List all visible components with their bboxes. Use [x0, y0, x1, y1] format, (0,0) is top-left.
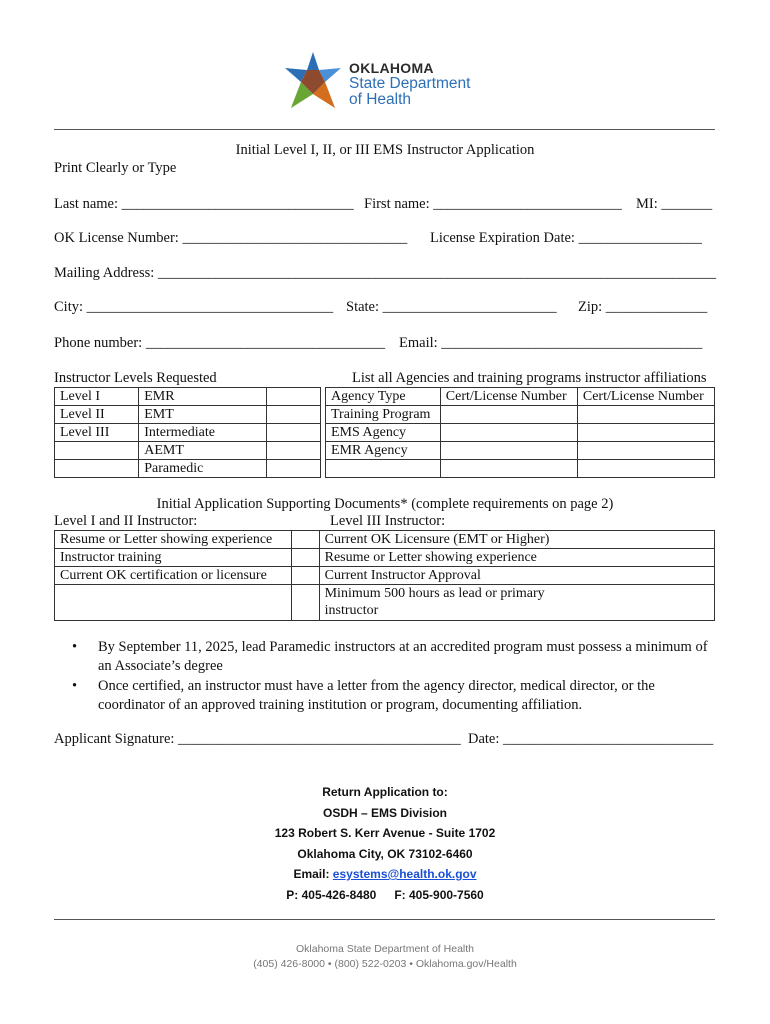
license-number-field[interactable]: OK License Number: _______________________________	[54, 230, 408, 246]
cert-number-cell[interactable]	[577, 406, 714, 424]
levels-heading: Instructor Levels Requested	[54, 370, 217, 386]
level-cell	[55, 460, 139, 478]
level3-doc-cell: Current OK Licensure (EMT or Higher)	[319, 531, 714, 549]
bullet-icon: •	[72, 678, 78, 694]
cert-cell: AEMT	[139, 442, 267, 460]
check-cell[interactable]	[292, 567, 319, 585]
city-field[interactable]: City: __________________________________	[54, 299, 334, 315]
check-cell[interactable]	[266, 388, 320, 406]
logo-line-of-health: of Health	[349, 91, 412, 108]
table-row	[55, 567, 715, 585]
level3-doc-cell: Current Instructor Approval	[319, 567, 714, 585]
check-cell[interactable]	[266, 424, 320, 442]
documents-table	[54, 530, 715, 621]
table-row	[326, 442, 715, 460]
level-cell: Level III	[55, 424, 139, 442]
table-row	[55, 460, 321, 478]
zip-field[interactable]: Zip: ______________	[578, 299, 708, 315]
state-field[interactable]: State: ________________________	[346, 299, 557, 315]
return-address-block	[0, 782, 770, 905]
logo-line-oklahoma: OKLAHOMA	[349, 60, 434, 76]
cert-cell: Paramedic	[139, 460, 267, 478]
bullet-text: Once certified, an instructor must have a letter from the agency director, medical director, or the	[98, 678, 655, 694]
print-note: Print Clearly or Type	[54, 160, 177, 176]
level3-doc-cell	[319, 585, 714, 621]
header-agency-type: Agency Type	[326, 388, 441, 406]
table-row	[326, 406, 715, 424]
agency-type-cell: EMR Agency	[326, 442, 441, 460]
table-row	[326, 424, 715, 442]
levels-table	[54, 387, 321, 478]
list-item	[72, 677, 722, 715]
agency-type-cell[interactable]	[326, 460, 441, 478]
header-cert-number-2: Cert/License Number	[577, 388, 714, 406]
table-header-row	[326, 388, 715, 406]
cert-number-cell[interactable]	[440, 424, 577, 442]
phone-field[interactable]: Phone number: _________________________________	[54, 335, 386, 351]
level12-doc-cell: Current OK certification or licensure	[55, 567, 292, 585]
osdh-logo	[281, 50, 501, 116]
cert-number-cell[interactable]	[577, 424, 714, 442]
level-cell: Level II	[55, 406, 139, 424]
return-email-line	[0, 864, 770, 885]
mi-field[interactable]: MI: _______	[636, 196, 713, 212]
bullet-text: coordinator of an approved training institution or program, documenting affiliation.	[98, 697, 583, 713]
email-field[interactable]: Email: ____________________________________	[399, 335, 703, 351]
level3-doc-cell: Resume or Letter showing experience	[319, 549, 714, 567]
bullet-icon: •	[72, 639, 78, 655]
star-logo-icon	[281, 50, 345, 116]
table-row	[55, 424, 321, 442]
header-divider	[54, 129, 715, 130]
check-cell[interactable]	[266, 442, 320, 460]
last-name-field[interactable]: Last name: ________________________________	[54, 196, 354, 212]
table-row	[55, 442, 321, 460]
return-phone-line	[0, 885, 770, 906]
table-row	[55, 549, 715, 567]
first-name-field[interactable]: First name: __________________________	[364, 196, 622, 212]
cert-number-cell[interactable]	[440, 442, 577, 460]
agency-type-cell: EMS Agency	[326, 424, 441, 442]
documents-heading: Initial Application Supporting Documents* (complete requirements on page 2)	[156, 496, 614, 512]
form-title: Initial Level I, II, or III EMS Instructor Application	[235, 142, 535, 158]
applicant-signature-field[interactable]: Applicant Signature: _______________________________________	[54, 731, 461, 747]
bullet-text: By September 11, 2025, lead Paramedic instructors at an accredited program must possess a minimum of	[98, 639, 708, 655]
level-cell	[55, 442, 139, 460]
cert-cell: EMT	[139, 406, 267, 424]
level12-doc-cell: Resume or Letter showing experience	[55, 531, 292, 549]
return-email-link[interactable]: esystems@health.ok.gov	[332, 867, 477, 881]
check-cell[interactable]	[292, 585, 319, 621]
cert-cell: EMR	[139, 388, 267, 406]
mailing-address-field[interactable]: Mailing Address: _____________________________________________________________________________	[54, 265, 717, 281]
requirements-list	[72, 638, 722, 716]
agency-type-cell: Training Program	[326, 406, 441, 424]
level12-heading: Level I and II Instructor:	[54, 513, 198, 529]
affiliations-heading: List all Agencies and training programs instructor affiliations	[352, 370, 707, 386]
cert-number-cell[interactable]	[577, 442, 714, 460]
signature-date-field[interactable]: Date: _____________________________	[468, 731, 714, 747]
return-fax: F: 405-900-7560	[394, 887, 484, 902]
table-row	[326, 460, 715, 478]
affiliations-table	[325, 387, 715, 478]
check-cell[interactable]	[266, 460, 320, 478]
table-row	[55, 585, 715, 621]
license-expiration-field[interactable]: License Expiration Date: _________________	[430, 230, 702, 246]
level12-doc-cell: Instructor training	[55, 549, 292, 567]
return-phone: P: 405-426-8480	[286, 887, 377, 902]
footer-contact: (405) 426-8000 • (800) 522-0203 • Oklahoma.gov/Health	[253, 958, 517, 970]
page-footer	[0, 942, 770, 972]
cert-number-cell[interactable]	[440, 460, 577, 478]
table-row	[55, 531, 715, 549]
level3-doc-line: instructor	[324, 603, 379, 618]
table-row	[55, 388, 321, 406]
check-cell[interactable]	[292, 531, 319, 549]
return-heading: Return Application to:	[322, 785, 448, 799]
return-email-label: Email:	[293, 867, 333, 881]
level12-doc-cell[interactable]	[55, 585, 292, 621]
return-org: OSDH – EMS Division	[322, 805, 448, 820]
header-cert-number-1: Cert/License Number	[440, 388, 577, 406]
cert-number-cell[interactable]	[440, 406, 577, 424]
level3-heading: Level III Instructor:	[330, 513, 446, 529]
bullet-text: an Associate’s degree	[98, 658, 223, 674]
level3-doc-line: Minimum 500 hours as lead or primary	[324, 586, 545, 601]
logo-line-state-department: State Department	[349, 75, 471, 92]
check-cell[interactable]	[292, 549, 319, 567]
cert-cell: Intermediate	[139, 424, 267, 442]
footer-divider	[54, 919, 715, 920]
list-item	[72, 638, 722, 676]
return-street: 123 Robert S. Kerr Avenue - Suite 1702	[274, 826, 496, 840]
return-city: Oklahoma City, OK 73102-6460	[297, 846, 473, 861]
footer-org: Oklahoma State Department of Health	[295, 943, 474, 955]
check-cell[interactable]	[266, 406, 320, 424]
cert-number-cell[interactable]	[577, 460, 714, 478]
level-cell: Level I	[55, 388, 139, 406]
table-row	[55, 406, 321, 424]
